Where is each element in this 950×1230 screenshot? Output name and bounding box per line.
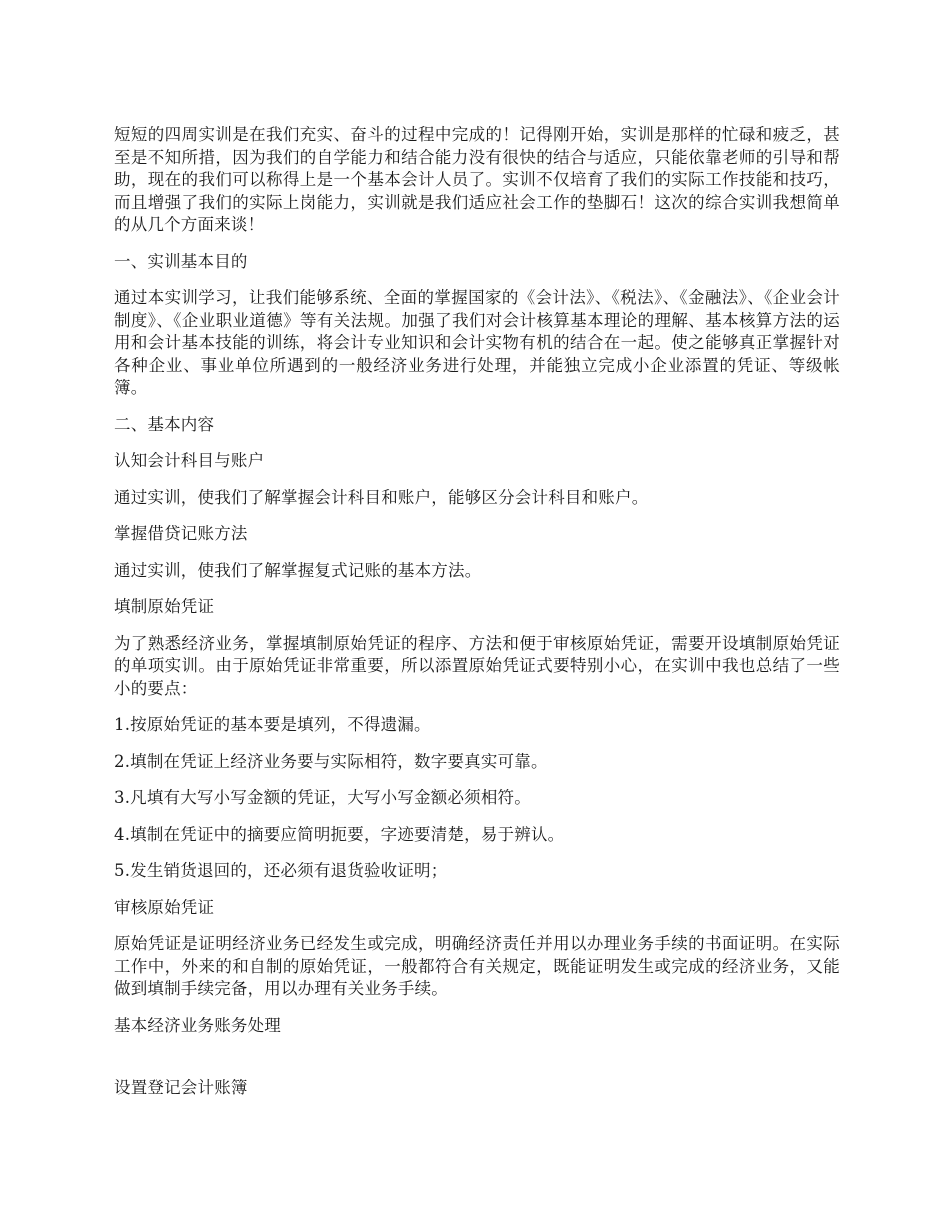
subheading-review-vouchers: 审核原始凭证 (114, 897, 215, 917)
subheading-fill-vouchers: 填制原始凭证 (114, 597, 215, 616)
list-item-3: 3.凡填有大写小写金额的凭证，大写小写金额必须相符。 (114, 788, 531, 807)
list-item-4: 4.填制在凭证中的摘要应简明扼要，字迹要清楚，易于辨认。 (114, 824, 565, 844)
accounts-paragraph: 通过实训，使我们了解掌握会计科目和账户，能够区分会计科目和账户。 (114, 487, 649, 507)
list-item-2: 2.填制在凭证上经济业务要与实际相符，数字要真实可靠。 (114, 751, 548, 771)
intro-paragraph: 短短的四周实训是在我们充实、奋斗的过程中完成的！记得刚开始，实训是那样的忙碌和疲乏，甚至是不知所措，因为我们的自学能力和结合能力没有很快的结合与适应，只能依靠老师的引导和帮助，现在的我们可以称得上是一个基本会计人员了。实训不仅培育了我们的实际工作技能和技巧，而且增强了我们的实际上岗能力，实训就是我们适应社会工作的垫脚石！这次的综合实训我想简单的从几个方面来谈！ (114, 125, 840, 234)
subheading-accounts: 认知会计科目与账户 (114, 451, 265, 470)
subheading-basic-business: 基本经济业务账务处理 (114, 1015, 281, 1035)
subheading-ledger: 设置登记会计账簿 (114, 1078, 248, 1097)
list-item-5: 5.发生销货退回的，还必须有退货验收证明； (114, 861, 448, 880)
debit-credit-paragraph: 通过实训，使我们了解掌握复式记账的基本方法。 (114, 560, 482, 580)
section-heading-purpose: 一、实训基本目的 (114, 251, 248, 271)
section-heading-content: 二、基本内容 (114, 414, 215, 434)
list-item-1: 1.按原始凭证的基本要是填列，不得遗漏。 (114, 715, 431, 734)
review-vouchers-paragraph: 原始凭证是证明经济业务已经发生或完成，明确经济责任并用以办理业务手续的书面证明。在实际工作中，外来的和自制的原始凭证，一般都符合有关规定，既能证明发生或完成的经济业务，又能做到填制手续完备，用以办理有关业务手续。 (114, 934, 840, 998)
document-body (114, 124, 840, 1114)
purpose-paragraph: 通过本实训学习，让我们能够系统、全面的掌握国家的《会计法》、《税法》、《金融法》、《企业会计制度》、《企业职业道德》等有关法规。加强了我们对会计核算基本理论的理解、基本核算方法的运用和会计基本技能的训练，将会计专业知识和会计实物有机的结合在一起。使之能够真正掌握针对各种企业、事业单位所遇到的一般经济业务进行处理，并能独立完成小企业添置的凭证、等级帐簿。 (114, 288, 840, 397)
fill-vouchers-paragraph: 为了熟悉经济业务，掌握填制原始凭证的程序、方法和便于审核原始凭证，需要开设填制原始凭证的单项实训。由于原始凭证非常重要，所以添置原始凭证式要特别小心，在实训中我也总结了一些小的要点： (114, 633, 840, 698)
subheading-debit-credit: 掌握借贷记账方法 (114, 524, 248, 543)
